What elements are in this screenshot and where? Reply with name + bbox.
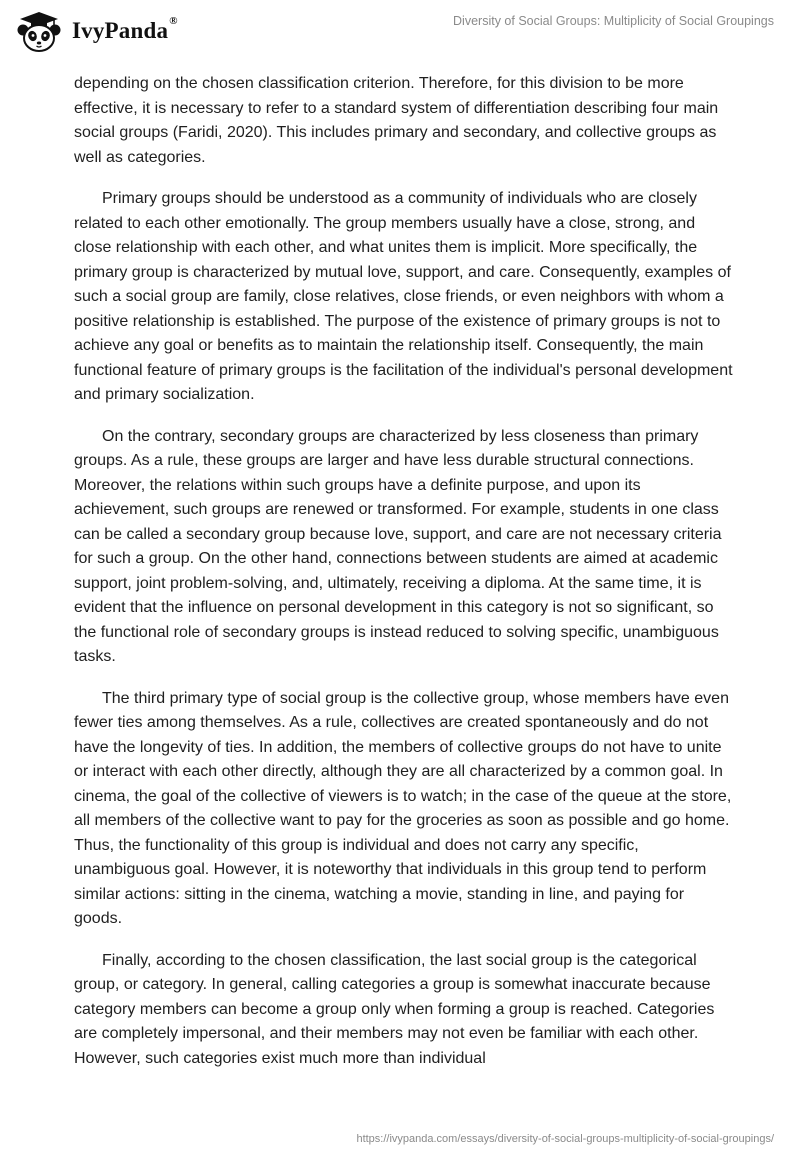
source-url[interactable]: https://ivypanda.com/essays/diversity-of-social-groups-multiplicity-of-social-groupings/ [356, 1133, 774, 1145]
page-header [0, 0, 800, 62]
brand-logo[interactable] [14, 10, 178, 52]
paragraph-3: On the contrary, secondary groups are characterized by less closeness than primary groups. As a rule, these groups are larger and have less durable structural connections. Moreover, the relations within such groups have a definite purpose, and upon its achievement, such groups are renewed or transformed. For example, students in one class can be called a secondary group because love, support, and care are not necessary criteria for such a group. On the other hand, connections between students are aimed at academic support, joint problem-solving, and, ultimately, receiving a diploma. At the same time, it is evident that the influence on personal development in this category is not so significant, so the functional role of secondary groups is instead reduced to solving specific, unambiguous tasks. [74, 427, 722, 665]
paragraph-2: Primary groups should be understood as a community of individuals who are closely related to each other emotionally. The group members usually have a close, strong, and close relationship with each other, and what unites them is implicit. More specifically, the primary group is characterized by mutual love, support, and care. Consequently, examples of such a social group are family, close relatives, close friends, or even neighbors with whom a positive relationship is established. The purpose of the existence of primary groups is not to achieve any goal or benefits as to maintain the relationship itself. Consequently, the main functional feature of primary groups is the facilitation of the individual's personal development and primary socialization. [74, 190, 733, 403]
brand-name [72, 15, 178, 44]
paragraph-1: depending on the chosen classification criterion. Therefore, for this division to be more effective, it is necessary to refer to a standard system of differentiation describing four main social groups (Faridi, 2020). This includes primary and secondary, and collective groups as well as categories. [74, 75, 719, 166]
document-title: Diversity of Social Groups: Multiplicity of Social Groupings [453, 14, 774, 28]
essay-body [74, 72, 734, 1088]
paragraph-4: The third primary type of social group is the collective group, whose members have even fewer ties among themselves. As a rule, collectives are created spontaneously and do not have the longevity of ties. In addition, the members of collective groups do not have to unite or interact with each other directly, although they are all characterized by a common goal. In cinema, the goal of the collective of viewers is to watch; in the case of the queue at the store, all members of the collective want to pay for the groceries as soon as possible and go home. Thus, the functionality of this group is individual and does not carry any specific, unambiguous goal. However, it is noteworthy that individuals in this group tend to perform similar actions: sitting in the cinema, watching a movie, standing in line, and paying for goods. [74, 689, 732, 927]
paragraph-5: Finally, according to the chosen classification, the last social group is the categorical group, or category. In general, calling categories a group is somewhat inaccurate because category members can become a group only when forming a group is reached. Categories are completely impersonal, and their members may not even be familiar with each other. However, such categories exist much more than individual [74, 951, 715, 1067]
registered-mark: ® [169, 15, 178, 27]
panda-graduate-icon [14, 10, 64, 52]
brand-name-text: IvyPanda [72, 18, 169, 43]
